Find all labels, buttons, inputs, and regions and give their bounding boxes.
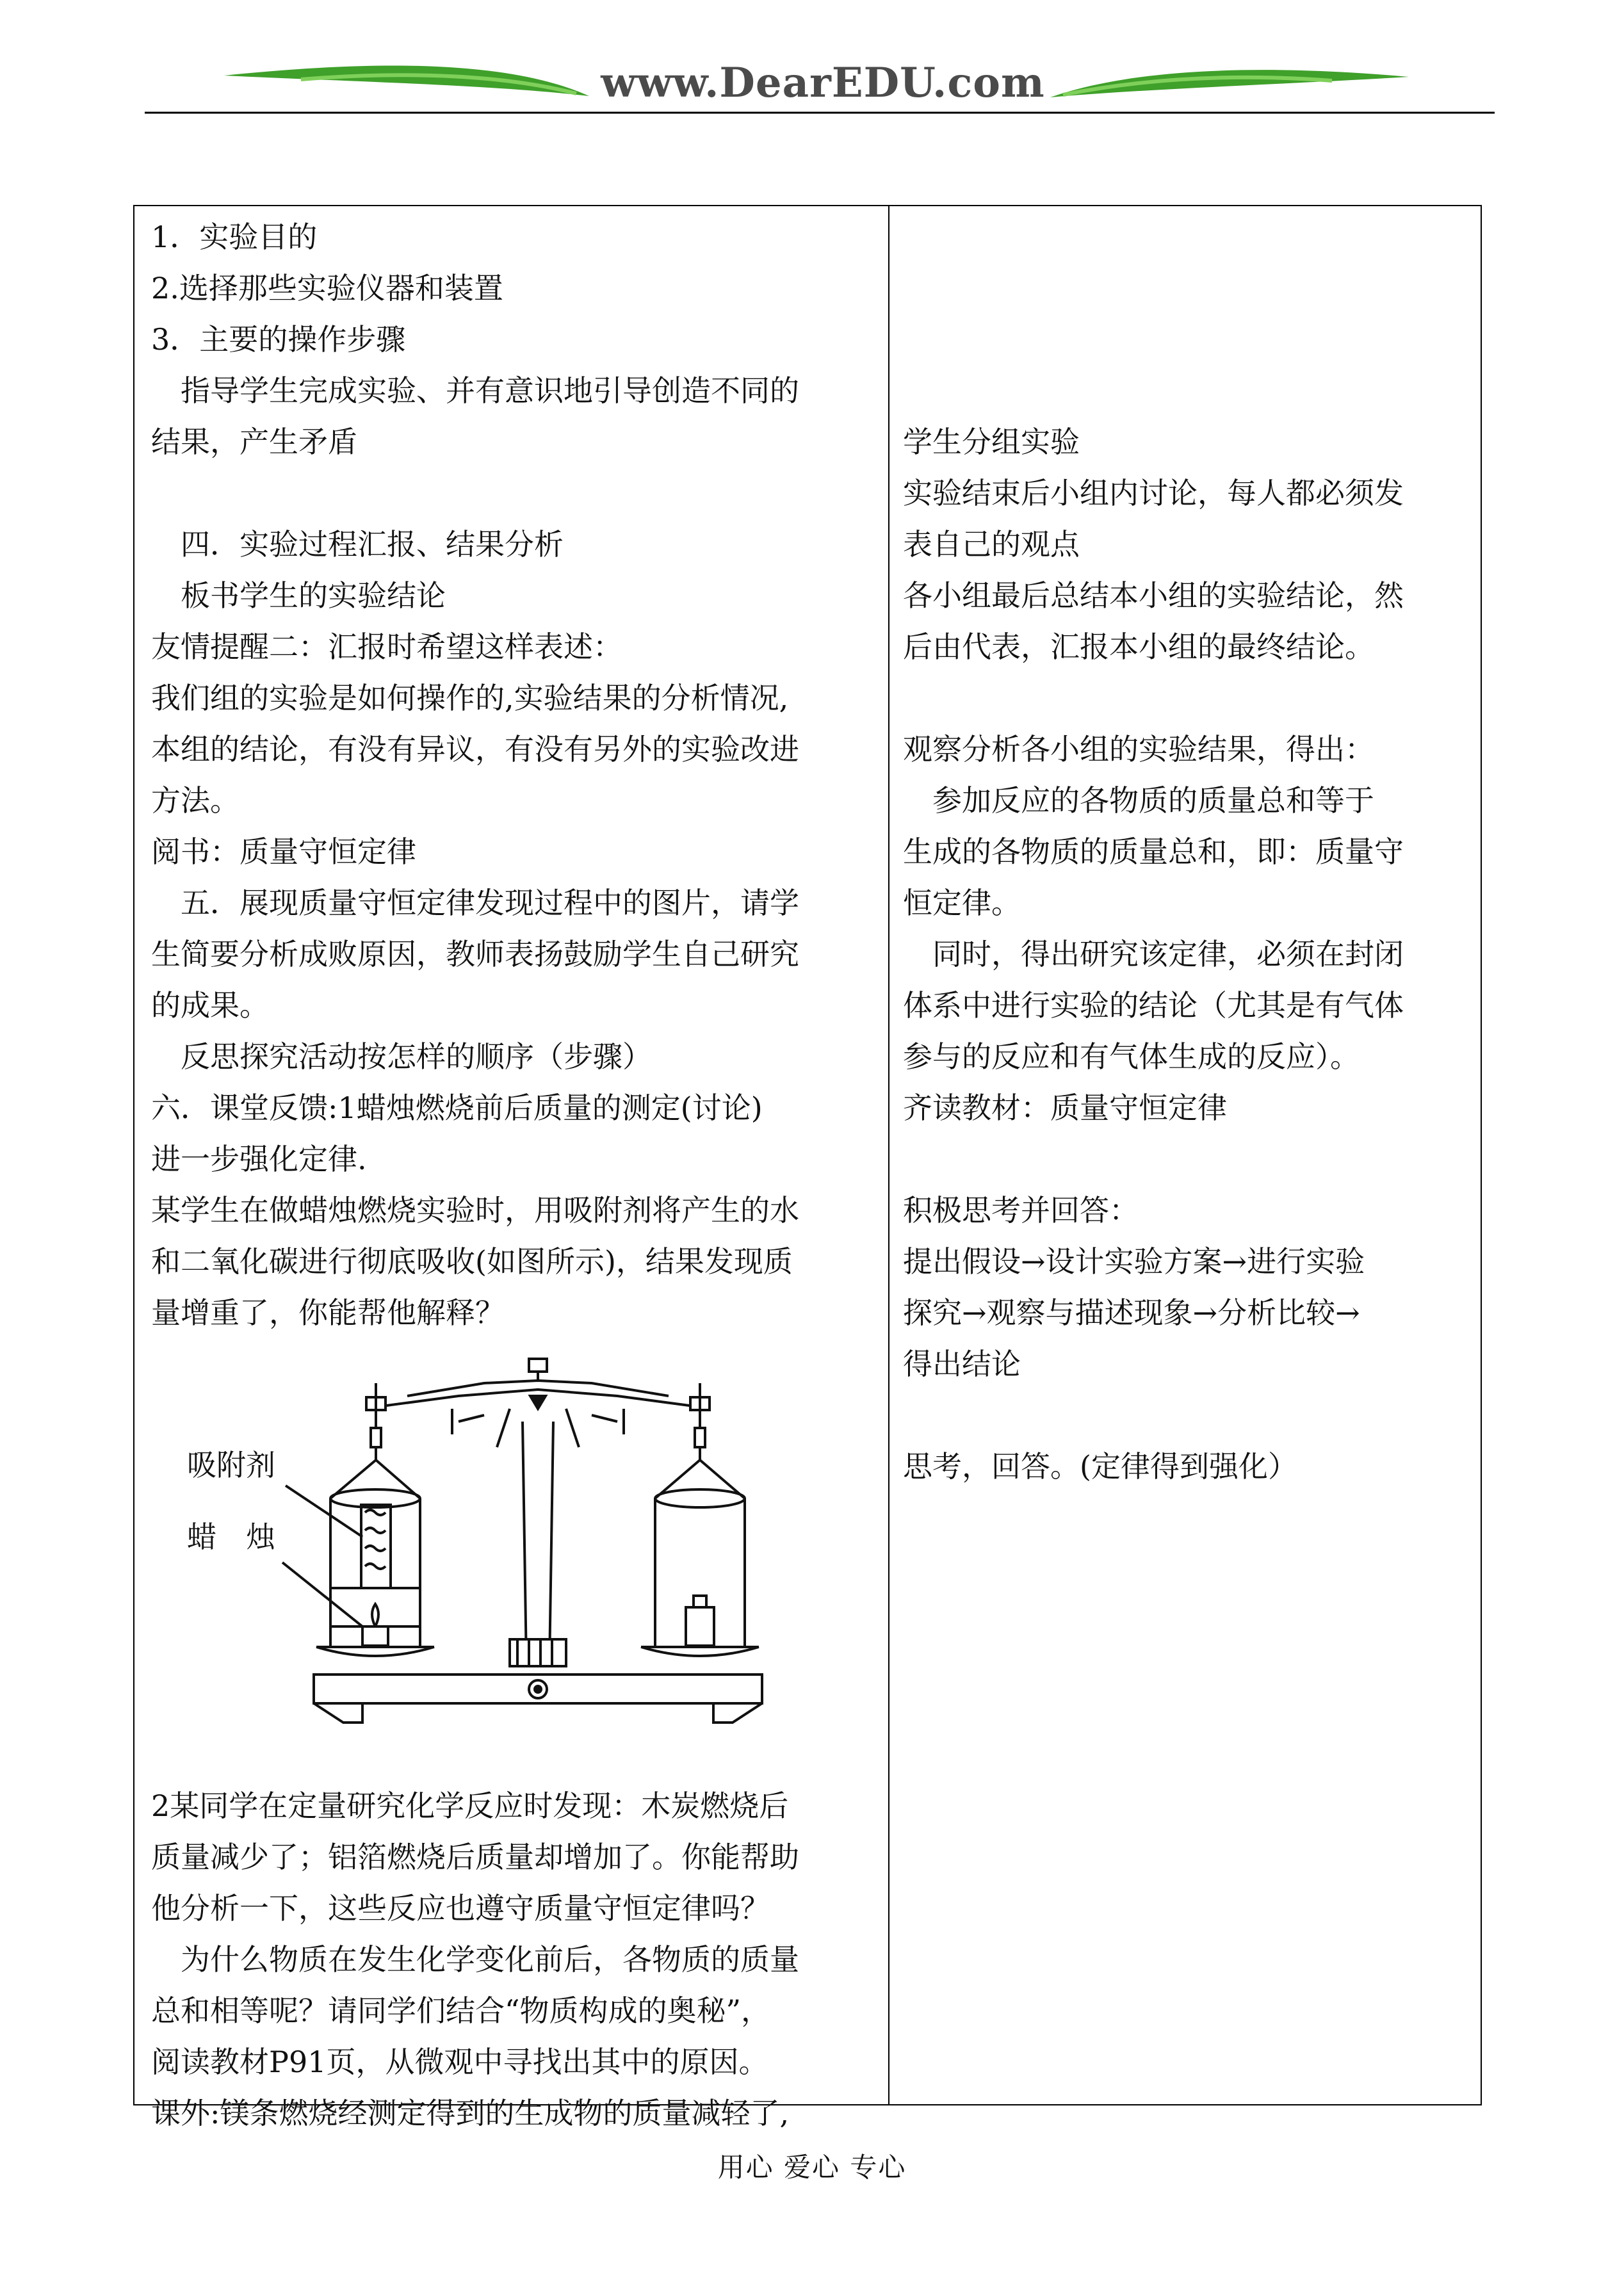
text-line	[903, 365, 1473, 416]
text-line: 为什么物质在发生化学变化前后，各物质的质量	[181, 1942, 799, 1977]
text-line: 四．实验过程汇报、结果分析	[181, 527, 564, 562]
text-line: 方法。	[151, 783, 240, 818]
candle-label: 蜡 烛	[187, 1520, 275, 1554]
text-line: 进一步强化定律.	[151, 1142, 367, 1176]
text-line: 某学生在做蜡烛燃烧实验时，用吸附剂将产生的水	[151, 1193, 799, 1228]
text-line	[903, 1133, 1473, 1185]
text-line: 探究→观察与描述现象→分析比较→	[903, 1295, 1360, 1330]
text-line	[903, 211, 1473, 263]
text-line: 结果，产生矛盾	[151, 425, 357, 459]
text-line	[903, 263, 1473, 314]
text-line: 反思探究活动按怎样的顺序（步骤）	[181, 1039, 652, 1074]
text-line: 后由代表，汇报本小组的最终结论。	[903, 629, 1374, 664]
text-line: 同时，得出研究该定律，必须在封闭	[932, 937, 1404, 971]
text-line: 板书学生的实验结论	[181, 578, 446, 613]
text-line: 表自己的观点	[903, 527, 1080, 562]
text-line: 的成果。	[151, 988, 269, 1023]
text-line: 阅书：质量守恒定律	[151, 834, 416, 869]
text-line: 生成的各物质的质量总和，即：质量守	[903, 834, 1404, 869]
text-line: 我们组的实验是如何操作的,实验结果的分析情况,	[151, 681, 789, 715]
text-line: 参加反应的各物质的质量总和等于	[932, 783, 1374, 818]
text-line: 参与的反应和有气体生成的反应）。	[903, 1039, 1360, 1074]
text-line: 友情提醒二：汇报时希望这样表述：	[151, 629, 622, 664]
student-text	[903, 211, 1473, 1492]
text-line	[151, 467, 881, 519]
lesson-table	[133, 205, 1482, 2130]
header-banner	[0, 0, 1624, 128]
text-line: 本组的结论，有没有异议，有没有另外的实验改进	[151, 732, 799, 766]
text-line: 得出结论	[903, 1347, 1021, 1381]
text-line: 2某同学在定量研究化学反应时发现：木炭燃烧后	[151, 1788, 789, 1823]
adsorbent-label: 吸附剂	[187, 1448, 275, 1482]
text-line: 2.选择那些实验仪器和装置	[151, 271, 503, 305]
text-line: 量增重了，你能帮他解释？	[151, 1295, 505, 1330]
teacher-text-bottom	[151, 1780, 881, 2139]
text-line: 观察分析各小组的实验结果，得出：	[903, 732, 1374, 766]
text-line: 思考，回答。(定律得到强化）	[903, 1449, 1297, 1484]
text-line: 体系中进行实验的结论（尤其是有气体	[903, 988, 1404, 1023]
teacher-text-top	[151, 211, 881, 1338]
text-line: 课外:镁条燃烧经测定得到的生成物的质量减轻了,	[151, 2096, 790, 2130]
teacher-activity-column	[151, 211, 881, 2139]
text-line: 阅读教材P91页，从微观中寻找出其中的原因。	[151, 2045, 768, 2079]
text-line: 他分析一下，这些反应也遵守质量守恒定律吗？	[151, 1891, 770, 1926]
balance-scale-icon	[151, 1345, 881, 1780]
text-line: 六．课堂反馈:1蜡烛燃烧前后质量的测定(讨论)	[151, 1091, 763, 1125]
text-line: 指导学生完成实验、并有意识地引导创造不同的	[181, 373, 799, 408]
column-divider	[888, 206, 889, 2104]
text-line: 1．实验目的	[151, 220, 318, 254]
text-line: 齐读教材：质量守恒定律	[903, 1091, 1227, 1125]
text-line: 生简要分析成败原因，教师表扬鼓励学生自己研究	[151, 937, 799, 971]
text-line: 提出假设→设计实验方案→进行实验	[903, 1244, 1365, 1279]
text-line: 实验结束后小组内讨论，每人都必须发	[903, 476, 1404, 510]
balance-figure	[151, 1345, 881, 1780]
site-logo-text[interactable]: www.DearEDU.com	[601, 59, 1045, 107]
text-line: 恒定律。	[903, 886, 1021, 920]
text-line: 学生分组实验	[903, 425, 1080, 459]
text-line: 五．展现质量守恒定律发现过程中的图片，请学	[181, 886, 799, 920]
text-line: 和二氧化碳进行彻底吸收(如图所示)，结果发现质	[151, 1244, 793, 1279]
text-line: 总和相等呢？请同学们结合“物质构成的奥秘”，	[151, 1993, 771, 2028]
text-line: 3．主要的操作步骤	[151, 322, 406, 357]
text-line: 积极思考并回答：	[903, 1193, 1139, 1228]
text-line	[903, 314, 1473, 365]
text-line	[903, 1390, 1473, 1441]
text-line	[903, 672, 1473, 724]
footer-motto: 用心 爱心 专心	[717, 2152, 907, 2183]
text-line: 各小组最后总结本小组的实验结论，然	[903, 578, 1404, 613]
student-activity-column	[903, 211, 1473, 1492]
text-line: 质量减少了；铝箔燃烧后质量却增加了。你能帮助	[151, 1840, 799, 1874]
